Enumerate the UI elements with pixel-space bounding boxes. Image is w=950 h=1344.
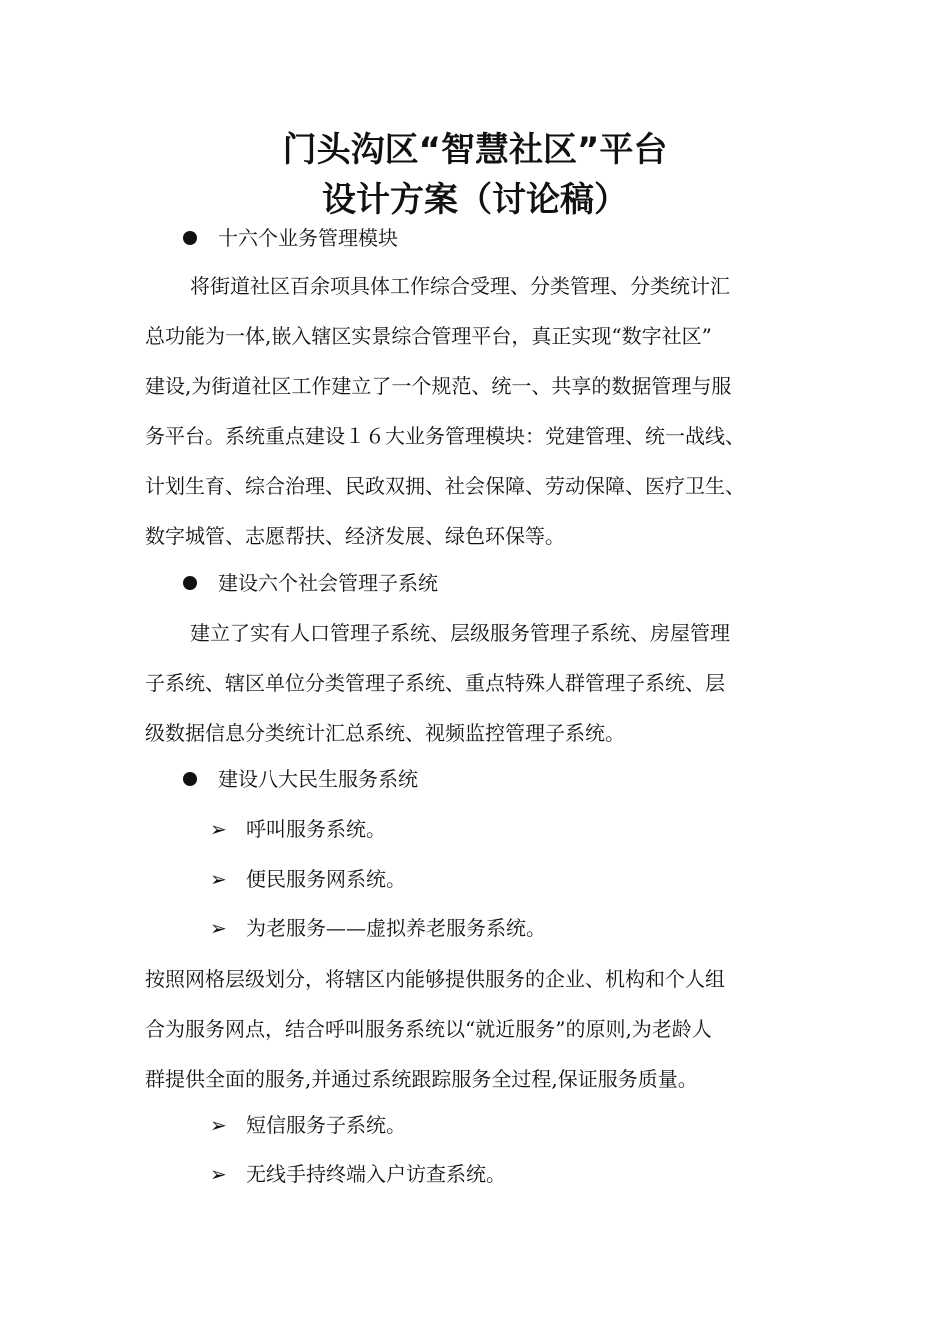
paragraph-line: 建设,为街道社区工作建立了一个规范、统一、共享的数据管理与服 [145, 374, 732, 398]
paragraph-line: 级数据信息分类统计汇总系统、视频监控管理子系统。 [145, 721, 625, 745]
paragraph-line: 数字城管、志愿帮扶、经济发展、绿色环保等。 [145, 524, 565, 548]
list-item: 呼叫服务系统。 [246, 817, 386, 841]
list-item: 为老服务——虚拟养老服务系统。 [246, 916, 546, 940]
bullet-icon [183, 576, 197, 590]
paragraph-line: 子系统、辖区单位分类管理子系统、重点特殊人群管理子系统、层 [145, 671, 725, 695]
arrowhead-bullet-icon: ➢ [210, 817, 227, 841]
arrowhead-bullet-icon: ➢ [210, 916, 227, 940]
paragraph-line: 群提供全面的服务,并通过系统跟踪服务全过程,保证服务质量。 [145, 1067, 698, 1091]
paragraph-line: 计划生育、综合治理、民政双拥、社会保障、劳动保障、医疗卫生、 [145, 474, 745, 498]
page-title-line2: 设计方案（讨论稿） [322, 180, 628, 220]
paragraph-line: 按照网格层级划分，将辖区内能够提供服务的企业、机构和个人组 [145, 967, 725, 991]
paragraph-line: 总功能为一体,嵌入辖区实景综合管理平台，真正实现“数字社区” [145, 324, 712, 348]
section-heading: 十六个业务管理模块 [218, 226, 398, 250]
paragraph-line: 务平台。系统重点建设１６大业务管理模块：党建管理、统一战线、 [145, 424, 745, 448]
arrowhead-bullet-icon: ➢ [210, 1113, 227, 1137]
list-item: 短信服务子系统。 [246, 1113, 406, 1137]
section-heading: 建设六个社会管理子系统 [218, 571, 438, 595]
page-title-line1: 门头沟区“智慧社区”平台 [282, 130, 668, 170]
arrowhead-bullet-icon: ➢ [210, 867, 227, 891]
list-item: 便民服务网系统。 [246, 867, 406, 891]
bullet-icon [183, 231, 197, 245]
paragraph-line: 合为服务网点，结合呼叫服务系统以“就近服务”的原则,为老龄人 [145, 1017, 712, 1041]
paragraph-line: 建立了实有人口管理子系统、层级服务管理子系统、房屋管理 [190, 621, 730, 645]
section-heading: 建设八大民生服务系统 [218, 767, 418, 791]
list-item: 无线手持终端入户访查系统。 [246, 1162, 506, 1186]
arrowhead-bullet-icon: ➢ [210, 1162, 227, 1186]
paragraph-line: 将街道社区百余项具体工作综合受理、分类管理、分类统计汇 [190, 274, 730, 298]
bullet-icon [183, 772, 197, 786]
